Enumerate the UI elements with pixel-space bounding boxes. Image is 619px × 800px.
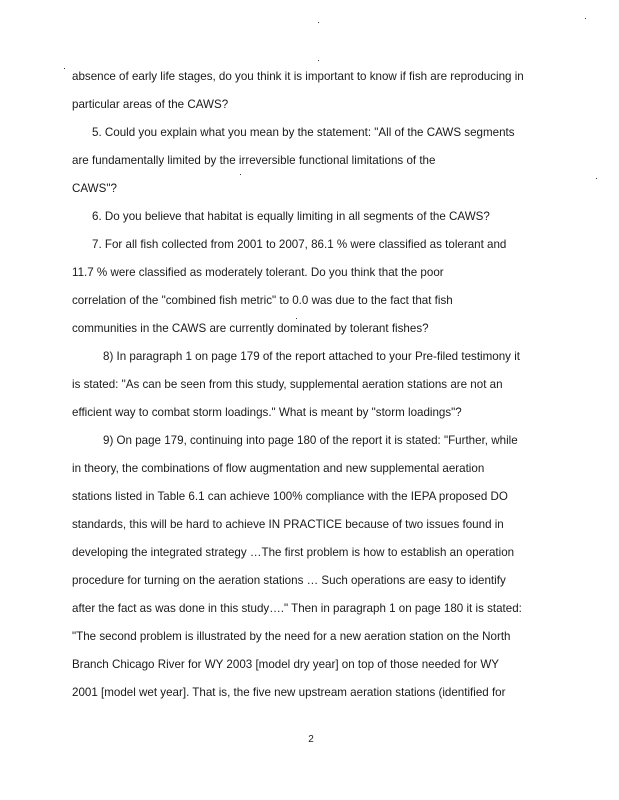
page-number: 2 [308,734,314,745]
text-line: stations listed in Table 6.1 can achieve 100% compliance with the IEPA proposed DO [72,490,508,503]
text-line: 5. Could you explain what you mean by the statement: "All of the CAWS segments [92,126,515,139]
text-line: CAWS"? [72,182,117,195]
scan-speck [585,18,586,19]
text-line: efficient way to combat storm loadings." What is meant by "storm loadings"? [72,406,462,419]
scan-speck [596,178,597,179]
text-line: standards, this will be hard to achieve IN PRACTICE because of two issues found in [72,518,504,531]
text-line: after the fact as was done in this study…." Then in paragraph 1 on page 180 it is stated: [72,602,522,615]
text-line: absence of early life stages, do you think it is important to know if fish are reproducing in [72,70,524,83]
scan-speck [318,22,319,23]
scan-speck [64,68,65,69]
text-line: is stated: "As can be seen from this study, supplemental aeration stations are not an [72,378,503,391]
text-line: Branch Chicago River for WY 2003 [model dry year] on top of those needed for WY [72,658,500,671]
scan-speck [296,318,297,319]
text-line: 11.7 % were classified as moderately tolerant. Do you think that the poor [72,266,444,279]
text-line: in theory, the combinations of flow augmentation and new supplemental aeration [72,462,485,475]
text-line: procedure for turning on the aeration stations … Such operations are easy to identify [72,574,506,587]
text-line: 9) On page 179, continuing into page 180 of the report it is stated: "Further, while [103,434,518,447]
scan-speck [318,60,319,61]
text-line: 2001 [model wet year]. That is, the five new upstream aeration stations (identified for [72,686,506,699]
text-line: particular areas of the CAWS? [72,98,229,111]
text-line: 8) In paragraph 1 on page 179 of the report attached to your Pre-filed testimony it [103,350,520,363]
text-line: "The second problem is illustrated by the need for a new aeration station on the North [72,630,511,643]
scan-speck [240,174,241,175]
text-line: developing the integrated strategy …The first problem is how to establish an operation [72,546,515,559]
text-line: are fundamentally limited by the irreversible functional limitations of the [72,154,436,167]
text-line: 7. For all fish collected from 2001 to 2007, 86.1 % were classified as tolerant and [92,238,507,251]
text-line: correlation of the "combined fish metric" to 0.0 was due to the fact that fish [72,294,453,307]
text-line: 6. Do you believe that habitat is equally limiting in all segments of the CAWS? [92,210,490,223]
text-line: communities in the CAWS are currently dominated by tolerant fishes? [72,322,429,335]
